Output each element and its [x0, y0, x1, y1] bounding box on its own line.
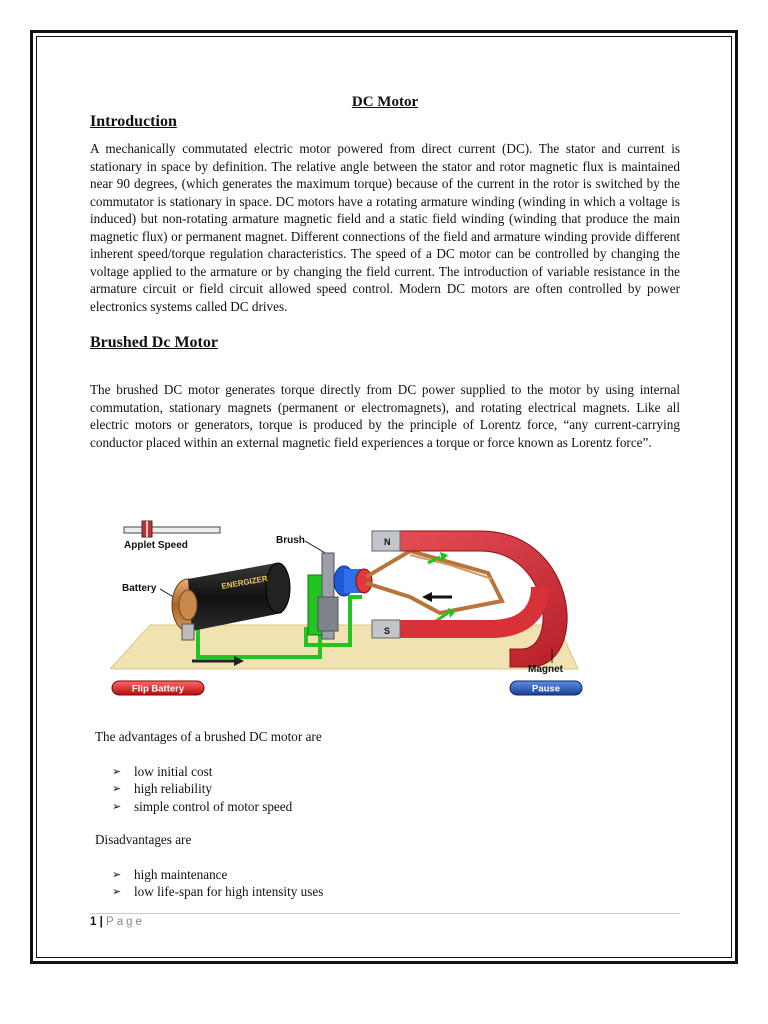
- list-item: ➢ high maintenance: [112, 866, 228, 882]
- list-item: ➢ low life-span for high intensity uses: [112, 884, 324, 899]
- south-pole-label: S: [384, 626, 391, 636]
- motor-illustration: [110, 517, 588, 697]
- introduction-paragraph: A mechanically commutated electric motor powered from direct current (DC). The stator and current is stationary in space by definition. The relative angle between the stator and rotor magnetic flux is maintained near 90 degrees, (which generates the maximum torque) because of the current in the rotor is switched by the commutator is stationary in space. DC motors have a rotating armature winding (winding in which a voltage is induced) but non-rotating armature magnetic field and a static field winding (winding that produce the main magnetic flux) or permanent magnet. Different connections of the field and armature winding provide different inherent speed/torque regulation characteristics. The speed of a DC motor can be controlled by changing the voltage applied to the armature or by changing the field current. The introduction of variable resistance in the armature circuit or field circuit allowed speed control. Modern DC motors are often controlled by power electronics systems called DC drives.: [90, 141, 680, 314]
- brushed-dc-motor-diagram: [110, 517, 588, 697]
- document-title: DC Motor: [351, 94, 419, 110]
- brush-holder: [308, 553, 338, 639]
- page-word: Page: [106, 916, 145, 928]
- brush-label: Brush: [276, 535, 305, 546]
- footer-separator: |: [99, 916, 103, 928]
- advantages-intro: The advantages of a brushed DC motor are: [95, 729, 322, 744]
- north-pole-label: N: [384, 537, 391, 547]
- coil-current-arrow: [422, 592, 452, 602]
- introduction-heading: Introduction: [90, 113, 177, 130]
- arrow-bullet-icon: ➢: [112, 799, 122, 813]
- disadvantages-intro: Disadvantages are: [95, 832, 192, 847]
- arrow-bullet-icon: ➢: [112, 867, 122, 881]
- advantages-list: [112, 763, 685, 816]
- advantages-section: [95, 728, 685, 901]
- battery-brand-label: ENERGIZER: [220, 574, 269, 591]
- list-item: ➢ low initial cost: [112, 763, 213, 779]
- brushed-dc-motor-heading: Brushed Dc Motor: [90, 334, 218, 351]
- disadvantages-list: [112, 866, 685, 901]
- applet-speed-label: Applet Speed: [124, 540, 188, 551]
- arrow-bullet-icon: ➢: [112, 885, 122, 898]
- commutator: [334, 566, 372, 596]
- page-footer: [90, 916, 145, 928]
- flip-battery-button[interactable]: [112, 681, 204, 695]
- footer-divider: [90, 913, 680, 914]
- document-body: [90, 92, 680, 451]
- page-number: 1: [90, 916, 97, 928]
- arrow-bullet-icon: ➢: [112, 764, 122, 778]
- flip-battery-button-label: Flip Battery: [131, 683, 185, 695]
- applet-speed-slider[interactable]: [124, 521, 220, 537]
- magnet-label: Magnet: [528, 664, 563, 675]
- pause-button-label: Pause: [532, 683, 560, 695]
- battery-label: Battery: [122, 583, 157, 594]
- list-item: ➢ high reliability: [112, 781, 213, 796]
- list-item: ➢ simple control of motor speed: [112, 798, 293, 814]
- pause-button[interactable]: [510, 681, 582, 695]
- arrow-bullet-icon: ➢: [112, 782, 122, 795]
- brushed-dc-motor-paragraph: The brushed DC motor generates torque directly from DC power supplied to the motor by using internal commutation, stationary magnets (permanent or electromagnets), and rotating electrical magnets. Like all electric motors or generators, torque is produced by the principle of Lorentz force, “any current-carrying conductor placed within an external magnetic field experiences a torque or force known as Lorentz force”.: [90, 382, 680, 450]
